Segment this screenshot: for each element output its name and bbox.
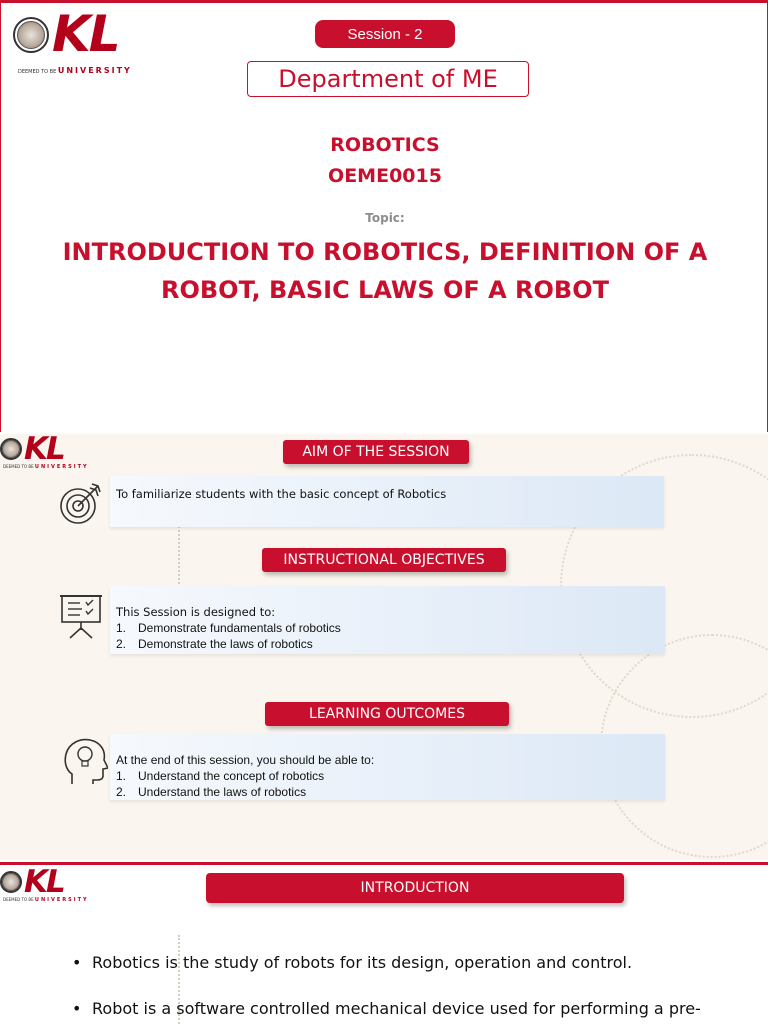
aim-heading: AIM OF THE SESSION <box>283 440 469 464</box>
topic-label: Topic: <box>365 211 405 225</box>
objective-item-2 <box>116 636 659 652</box>
presentation-board-icon <box>58 592 104 640</box>
outcome-item-1-text: Understand the concept of robotics <box>138 769 325 783</box>
head-lightbulb-icon <box>62 736 108 786</box>
logo-sub-left: DEEMED TO BE <box>3 464 34 469</box>
logo-sub-right: UNIVERSITY <box>34 464 89 470</box>
topic-title <box>41 233 729 309</box>
objective-item-1-text: Demonstrate fundamentals of robotics <box>138 621 341 635</box>
logo-subtitle <box>3 464 89 470</box>
university-logo <box>13 5 133 79</box>
bullet-dot: • <box>72 999 82 1018</box>
outcome-item-2-num: 2. <box>116 785 127 799</box>
logo-sub-left: DEEMED TO BE <box>3 897 34 902</box>
university-seal-icon <box>0 871 22 893</box>
aim-text: To familiarize students with the basic concept of Robotics <box>116 487 447 501</box>
course-code: OEME0015 <box>328 165 442 187</box>
introduction-heading: INTRODUCTION <box>206 873 624 903</box>
objective-item-1-num: 1. <box>116 621 127 635</box>
logo-sub-right: UNIVERSITY <box>57 66 132 75</box>
logo-sub-left: DEEMED TO BE <box>18 69 57 75</box>
logo-mark: KL <box>52 5 119 63</box>
introduction-slide <box>0 862 768 1024</box>
list-item <box>72 999 732 1018</box>
outcome-item-2-text: Understand the laws of robotics <box>138 785 307 799</box>
university-logo <box>0 434 90 474</box>
outcome-item-1-num: 1. <box>116 769 127 783</box>
logo-sub-right: UNIVERSITY <box>34 897 89 903</box>
outcome-item-1 <box>116 768 659 784</box>
logo-mark: KL <box>24 864 64 900</box>
course-title: ROBOTICS <box>330 134 440 156</box>
objectives-card <box>110 586 665 654</box>
logo-subtitle <box>18 66 132 75</box>
objective-item-1 <box>116 620 659 636</box>
objectives-intro: This Session is designed to: <box>116 605 276 619</box>
session-overview-slide <box>0 434 768 860</box>
bullet-text-2: Robot is a software controlled mechanical device used for performing a pre- <box>92 999 701 1018</box>
bullet-text-1: Robotics is the study of robots for its design, operation and control. <box>92 953 633 972</box>
topic-line-2: ROBOT, BASIC LAWS OF A ROBOT <box>161 276 609 304</box>
aim-card <box>110 476 664 527</box>
list-item <box>72 953 732 972</box>
bullet-dot: • <box>72 953 82 972</box>
objective-item-2-text: Demonstrate the laws of robotics <box>138 637 313 651</box>
outcomes-card <box>110 734 665 800</box>
target-icon <box>58 480 106 528</box>
objective-item-2-num: 2. <box>116 637 127 651</box>
department-title: Department of ME <box>247 61 529 97</box>
outcomes-intro: At the end of this session, you should be able to: <box>116 753 375 767</box>
session-badge: Session - 2 <box>315 20 455 48</box>
logo-subtitle <box>3 897 89 903</box>
university-seal-icon <box>0 438 22 460</box>
objectives-heading: INSTRUCTIONAL OBJECTIVES <box>262 548 506 572</box>
university-seal-icon <box>13 17 49 53</box>
topic-line-1: INTRODUCTION TO ROBOTICS, DEFINITION OF A <box>62 238 708 266</box>
university-logo <box>0 864 90 907</box>
outcome-item-2 <box>116 784 659 800</box>
title-slide <box>0 0 768 432</box>
logo-mark: KL <box>24 434 64 467</box>
outcomes-heading: LEARNING OUTCOMES <box>265 702 509 726</box>
